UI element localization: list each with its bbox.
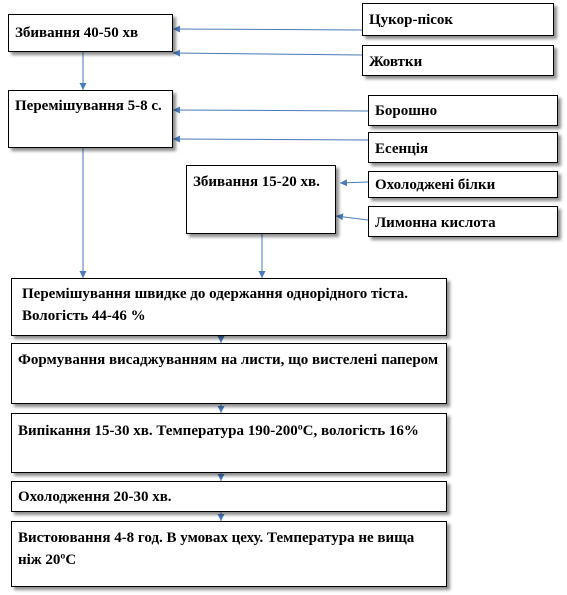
- step-cooling: [11, 481, 447, 512]
- ingredient-sugar: [362, 3, 554, 36]
- arrow-essence: [173, 139, 368, 140]
- ingredient-citric-acid-label: Лимонна кислота: [375, 215, 496, 231]
- step-forming-label: Формування висаджуванням на листи, що вистелені папером: [18, 352, 439, 368]
- step-whip-2-label: Збивання 15-20 хв.: [193, 174, 320, 190]
- ingredient-yolks-label: Жовтки: [369, 54, 423, 70]
- arrow-flour: [173, 110, 368, 111]
- ingredient-whites-label: Охолоджені білки: [375, 177, 496, 193]
- step-cooling-label: Охолодження 20-30 хв.: [18, 489, 172, 505]
- step-mix-1: [8, 90, 173, 148]
- step-whip-2: [186, 165, 336, 234]
- ingredient-essence: [368, 132, 558, 163]
- ingredient-flour: [368, 95, 558, 126]
- step-mix-1-label: Перемішування 5-8 с.: [15, 98, 162, 114]
- ingredient-yolks: [362, 45, 554, 76]
- step-whip-1-label: Збивання 40-50 хв: [15, 25, 139, 41]
- arrow-yolks: [173, 53, 362, 55]
- step-forming: [11, 343, 447, 404]
- arrow-citric-acid: [336, 216, 368, 220]
- ingredient-whites: [368, 171, 558, 198]
- step-mix-final: [11, 278, 447, 336]
- ingredient-flour-label: Борошно: [375, 103, 438, 119]
- step-whip-1: [8, 14, 173, 52]
- ingredient-essence-label: Есенція: [375, 141, 429, 157]
- ingredient-sugar-label: Цукор-пісок: [369, 12, 454, 28]
- step-aging-label: Вистоювання 4-8 год. В умовах цеху. Температура не вища ніж 20ºС: [18, 530, 415, 568]
- arrow-sugar: [173, 29, 362, 30]
- ingredient-citric-acid: [368, 206, 558, 237]
- step-aging: [11, 521, 447, 587]
- step-mix-final-label: Перемішування швидке до одержання однорідного тіста. Вологість 44-46 %: [22, 286, 409, 324]
- step-baking: [11, 413, 447, 473]
- step-baking-label: Випікання 15-30 хв. Температура 190-200ºС, вологість 16%: [18, 423, 419, 439]
- arrow-whites: [340, 182, 368, 183]
